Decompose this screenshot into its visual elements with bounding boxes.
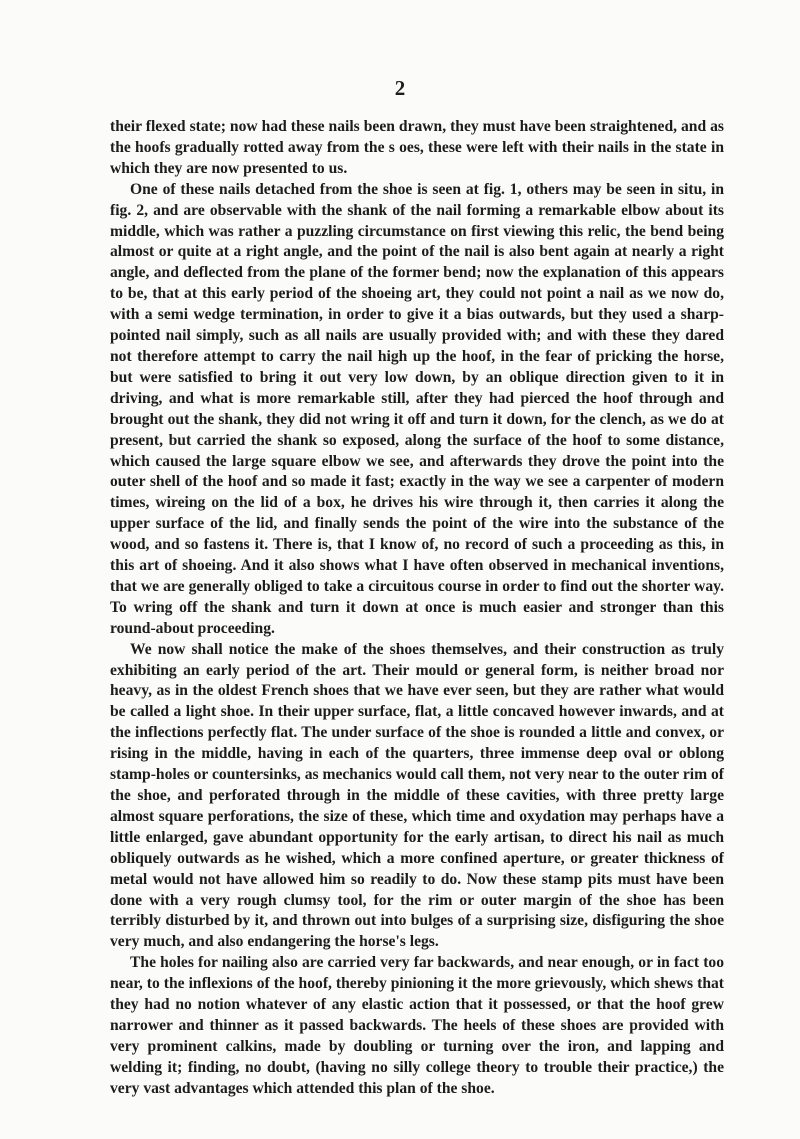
page-number: 2 — [394, 76, 406, 100]
paragraph-2: One of these nails detached from the shoe is seen at fig. 1, others may be seen in situ, in fig. 2, and are observable with the shank of the nail forming a remarkable elbow about its middle, which was rather a puzzling circumstance on first viewing this relic, the bend being almost or quite at a right angle, and the point of the nail is also bent again at nearly a right angle, and deflected from the plane of the former bend; now the explanation of this appears to be, that at this early period of the shoeing art, they could not point a nail as we now do, with a semi wedge termination, in order to give it a bias outwards, but they used a sharp-pointed nail simply, such as all nails are usually provided with; and with these they dared not therefore attempt to carry the nail high up the hoof, in the fear of pricking the horse, but were satisfied to bring it out very low down, by an oblique direction given to it in driving, and what is more remarkable still, after they had pierced the hoof through and brought out the shank, they did not wring it off and turn it down, for the clench, as we do at present, but carried the shank so exposed, along the surface of the hoof to some distance, which caused the large square elbow we see, and afterwards they drove the point into the outer shell of the hoof and so made it fast; exactly in the way we see a carpenter of modern times, wireing on the lid of a box, he drives his wire through it, then carries it along the upper surface of the lid, and finally sends the point of the wire into the substance of the wood, and so fastens it. There is, that I know of, no record of such a proceeding as this, in this art of shoeing. And it also shows what I have often observed in mechanical inventions, that we are generally obliged to take a circuitous course in order to find out the shorter way. To wring off the shank and turn it down at once is much easier and stronger than this round-about proceeding. — [110, 180, 724, 637]
paragraph-4: The holes for nailing also are carried very far backwards, and near enough, or in fact too near, to the inflexions of the hoof, thereby pinioning it the more grievously, which shews that they had no notion whatever of any elastic action that it possessed, or that the hoof grew narrower and thinner as it passed backwards. The heels of these shoes are provided with very prominent calkins, made by doubling or turning over the iron, and lapping and welding it; finding, no doubt, (having no silly college theory to trouble their practice,) the very vast advantages which attended this plan of the shoe. — [110, 954, 724, 1097]
body-text — [110, 117, 724, 1100]
paragraph-1: their flexed state; now had these nails been drawn, they must have been straightened, and as the hoofs gradually rotted away from the s oes, these were left with their nails in the state in which they are now presented to us. — [110, 118, 724, 177]
paragraph-3: We now shall notice the make of the shoes themselves, and their construction as truly exhibiting an early period of the art. Their mould or general form, is neither broad nor heavy, as in the oldest French shoes that we have ever seen, but they are rather what would be called a light shoe. In their upper surface, flat, a little concaved however inwards, and at the inflections perfectly flat. The under surface of the shoe is rounded a little and convex, or rising in the middle, having in each of the quarters, three immense deep oval or oblong stamp-holes or countersinks, as mechanics would call them, not very near to the outer rim of the shoe, and perforated through in the middle of these cavities, with three pretty large almost square perforations, the size of these, which time and oxydation may perhaps have a little enlarged, gave abundant opportunity for the early artisan, to direct his nail as much obliquely outwards as he wished, which a more confined aperture, or greater thickness of metal would not have allowed him so readily to do. Now these stamp pits must have been done with a very rough clumsy tool, for the rim or outer margin of the shoe has been terribly disturbed by it, and thrown out into bulges of a surprising size, disfiguring the shoe very much, and also endangering the horse's legs. — [110, 640, 724, 951]
